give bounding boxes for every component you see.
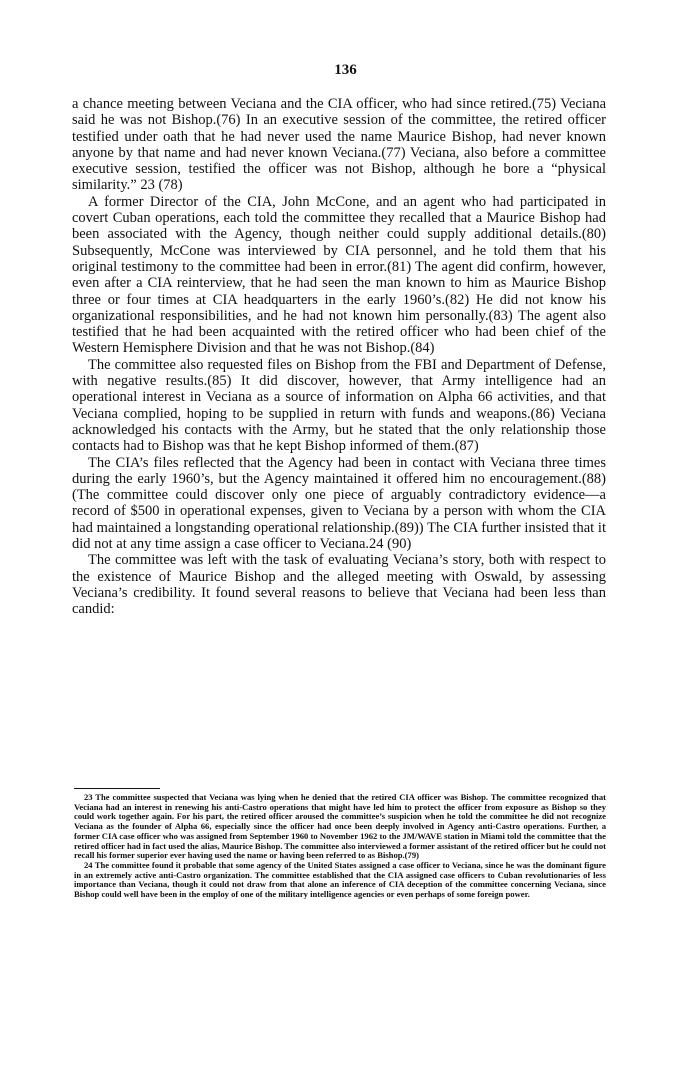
- paragraph: The committee also requested files on Bishop from the FBI and Department of Defense, with negative results.(85) It did discover, however, that Army intelligence had an operational interest in Veciana as a source of information on Alpha 66 activities, and that Veciana complied, hoping to be supplied in return with funds and weapons.(86) Veciana acknowledged his contacts with the Army, but he stated that the only relationship those contacts had to Bishop was that he kept Bishop informed of them.(87): [72, 356, 606, 455]
- paragraph: a chance meeting between Veciana and the CIA officer, who had since retired.(75) Veciana said he was not Bishop.(76) In an executive session of the committee, the retired officer testified under oath that he had never used the name Maurice Bishop, had never known anyone by that name and had never known Veciana.(77) Veciana, also before a committee executive session, testified the officer was not Bishop, although he bore a “physical similarity.” 23 (78): [72, 96, 606, 194]
- paragraph: The committee was left with the task of evaluating Veciana’s story, both with respect to the existence of Maurice Bishop and the alleged meeting with Oswald, by assessing Veciana’s credibility. It found several reasons to believe that Veciana had been less than candid:: [72, 552, 606, 618]
- footnote: 24 The committee found it probable that some agency of the United States assigned a case officer to Veciana, since he was the dominant figure in an extremely active anti-Castro organization. The committee established that the CIA assigned case officers to Cuban revolutionaries of less importance than Veciana, though it could not draw from that alone an inference of CIA deception of the committee concerning Veciana, since Bishop could well have been in the employ of one of the military intelligence agencies or even perhaps of some foreign power.: [74, 859, 606, 900]
- paragraph: The CIA’s files reflected that the Agency had been in contact with Veciana three times during the early 1960’s, but the Agency maintained it offered him no encouragement.(88) (The committee could discover only one piece of arguably contradictory evidence—a record of $500 in operational expenses, given to Veciana by a person with whom the CIA had maintained a longstanding operational relationship.(89)) The CIA further insisted that it did not at any time assign a case officer to Veciana.24 (90): [72, 454, 606, 553]
- footnote-divider: [74, 788, 160, 789]
- footnote: 23 The committee suspected that Veciana was lying when he denied that the retired CIA officer was Bishop. The committee recognized that Veciana had an interest in renewing his anti-Castro operations that might have led him to protect the officer from exposure as Bishop so they could work together again. For his part, the retired officer aroused the committee’s suspicion when he told the committee he did not recognize Veciana as the founder of Alpha 66, especially since the officer had once been deeply involved in Agency anti-Castro operations. Further, a former CIA case officer who was assigned from September 1960 to November 1962 to the JM/WAVE station in Miami told the committee that the retired officer had in fact used the alias, Maurice Bishop. The committee also interviewed a former assistant of the retired officer but he could not recall his former superior ever having used the name or having been referred to as Bishop.(79): [74, 792, 606, 861]
- footnotes: [74, 793, 606, 900]
- paragraph: A former Director of the CIA, John McCone, and an agent who had participated in covert Cuban operations, each told the committee they recalled that a Maurice Bishop had been associated with the Agency, though neither could supply additional details.(80) Subsequently, McCone was interviewed by CIA personnel, and he told them that his original testimony to the committee had been in error.(81) The agent did confirm, however, even after a CIA reinterview, that he had seen the man known to him as Maurice Bishop three or four times at CIA headquarters in the early 1960’s.(82) He did not know his organizational responsibilities, and he had not known him personally.(83) The agent also testified that he had been acquainted with the retired officer who had been chief of the Western Hemisphere Division and that he was not Bishop.(84): [72, 193, 606, 357]
- page-number: 136: [334, 62, 357, 78]
- body-text: [72, 96, 606, 618]
